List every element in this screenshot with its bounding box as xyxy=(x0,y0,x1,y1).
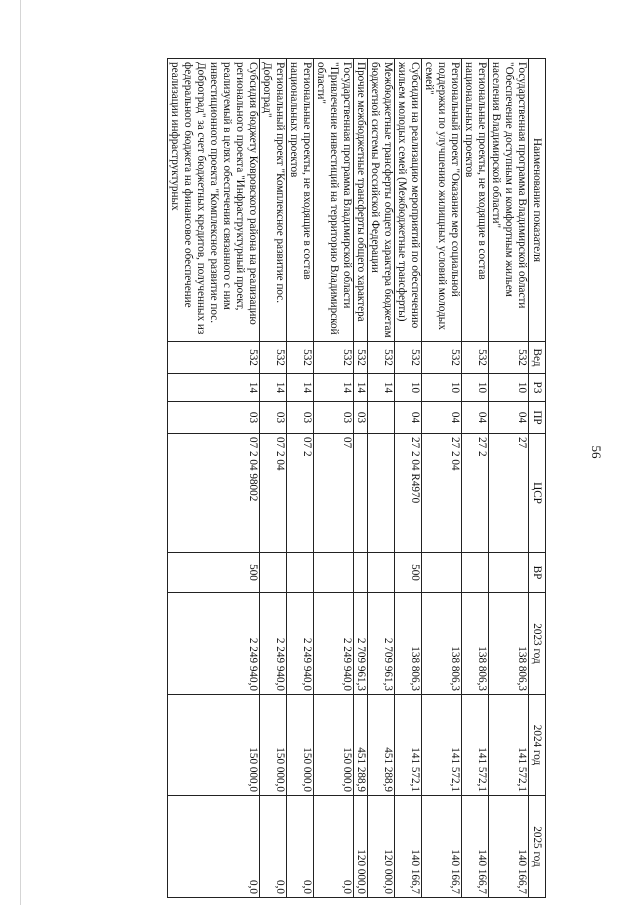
row-2023: 2 249 940,0 xyxy=(168,593,260,695)
row-csr: 27 2 xyxy=(462,434,489,553)
row-2023: 138 806,3 xyxy=(395,593,422,695)
row-vr xyxy=(422,553,462,593)
row-name: Субсидии на реализацию мероприятий по обеспечению жильем молодых семей (Межбюджетные трансферты) xyxy=(395,59,422,342)
row-ved: 532 xyxy=(354,342,368,374)
row-2024: 141 572,1 xyxy=(462,695,489,796)
row-csr: 07 2 04 xyxy=(260,434,287,553)
row-rz: 10 xyxy=(395,374,422,402)
header-name: Наименование показателя xyxy=(529,59,546,342)
table-header-row xyxy=(529,59,546,898)
row-2023: 2 709 961,3 xyxy=(368,593,395,695)
row-2025: 120 000,0 xyxy=(354,796,368,898)
row-name: Региональные проекты, не входящие в состав национальных проектов xyxy=(462,59,489,342)
header-pr: ПР xyxy=(529,402,546,434)
row-2023: 138 806,3 xyxy=(489,593,529,695)
row-name: Субсидия бюджету Ковровского района на реализацию регионального проекта "Инфраструктурный проект, реализуемый в целях обеспечения связанного с ним инвестиционного проекта "Комплексное развитие пос. Доброград" за счет бюджетных кредитов, полученных из федерального бюджета на финансовое обеспечение реализации инфраструктурных xyxy=(168,59,260,342)
row-name: Государственная программа Владимирской области "Привлечение инвестиций на территорию Владимирской области" xyxy=(314,59,354,342)
row-pr: 03 xyxy=(314,402,354,434)
row-rz: 14 xyxy=(260,374,287,402)
row-csr: 27 xyxy=(489,434,529,553)
row-name: Региональные проекты, не входящие в состав национальных проектов xyxy=(287,59,314,342)
row-2024: 451 288,9 xyxy=(368,695,395,796)
header-2024: 2024 год xyxy=(529,695,546,796)
row-rz: 14 xyxy=(314,374,354,402)
row-2024: 141 572,1 xyxy=(422,695,462,796)
table-row xyxy=(287,59,314,898)
row-ved: 532 xyxy=(168,342,260,374)
row-csr: 07 2 04 98002 xyxy=(168,434,260,553)
row-vr xyxy=(462,553,489,593)
row-csr: 07 2 xyxy=(287,434,314,553)
page-number: 56 xyxy=(589,445,604,459)
row-2025: 0,0 xyxy=(168,796,260,898)
row-2025: 140 166,7 xyxy=(422,796,462,898)
row-pr: 04 xyxy=(422,402,462,434)
row-2023: 138 806,3 xyxy=(462,593,489,695)
row-2024: 150 000,0 xyxy=(314,695,354,796)
row-rz: 14 xyxy=(368,374,395,402)
row-csr xyxy=(354,434,368,553)
row-pr: 04 xyxy=(489,402,529,434)
table-row xyxy=(168,59,260,898)
row-2025: 0,0 xyxy=(314,796,354,898)
row-vr xyxy=(489,553,529,593)
table-row xyxy=(368,59,395,898)
row-2023: 2 709 961,3 xyxy=(354,593,368,695)
row-csr: 27 2 04 xyxy=(422,434,462,553)
row-2024: 141 572,1 xyxy=(395,695,422,796)
table-row xyxy=(395,59,422,898)
table-row xyxy=(422,59,462,898)
header-2023: 2023 год xyxy=(529,593,546,695)
row-ved: 532 xyxy=(287,342,314,374)
row-2024: 150 000,0 xyxy=(260,695,287,796)
row-ved: 532 xyxy=(422,342,462,374)
row-vr xyxy=(354,553,368,593)
row-ved: 532 xyxy=(260,342,287,374)
row-vr xyxy=(314,553,354,593)
row-rz: 14 xyxy=(354,374,368,402)
row-ved: 532 xyxy=(314,342,354,374)
row-vr: 500 xyxy=(168,553,260,593)
row-name: Прочие межбюджетные трансферты общего характера xyxy=(354,59,368,342)
row-2025: 140 166,7 xyxy=(462,796,489,898)
row-2024: 451 288,9 xyxy=(354,695,368,796)
row-name: Межбюджетные трансферты общего характера бюджетам бюджетной системы Российской Федерации xyxy=(368,59,395,342)
row-ved: 532 xyxy=(368,342,395,374)
row-2025: 120 000,0 xyxy=(368,796,395,898)
row-rz: 14 xyxy=(287,374,314,402)
header-ved: Вед xyxy=(529,342,546,374)
row-2024: 141 572,1 xyxy=(489,695,529,796)
row-vr xyxy=(260,553,287,593)
row-name: Региональный проект "Комплексное развитие пос. Доброград" xyxy=(260,59,287,342)
row-vr xyxy=(368,553,395,593)
row-2025: 0,0 xyxy=(260,796,287,898)
scan-edge-line xyxy=(20,0,21,905)
row-pr: 03 xyxy=(168,402,260,434)
table-row xyxy=(314,59,354,898)
row-vr xyxy=(287,553,314,593)
row-csr xyxy=(368,434,395,553)
header-rz: РЗ xyxy=(529,374,546,402)
row-2025: 140 166,7 xyxy=(395,796,422,898)
row-2023: 2 249 940,0 xyxy=(260,593,287,695)
row-2023: 138 806,3 xyxy=(422,593,462,695)
row-vr: 500 xyxy=(395,553,422,593)
row-csr: 07 xyxy=(314,434,354,553)
row-pr: 04 xyxy=(462,402,489,434)
row-rz: 14 xyxy=(168,374,260,402)
row-pr: 03 xyxy=(260,402,287,434)
row-2025: 0,0 xyxy=(287,796,314,898)
row-2023: 2 249 940,0 xyxy=(314,593,354,695)
header-csr: ЦСР xyxy=(529,434,546,553)
rotated-table-region xyxy=(26,58,546,897)
row-pr: 03 xyxy=(287,402,314,434)
row-csr: 27 2 04 R4970 xyxy=(395,434,422,553)
row-rz: 10 xyxy=(422,374,462,402)
row-rz: 10 xyxy=(462,374,489,402)
row-pr xyxy=(368,402,395,434)
row-2024: 150 000,0 xyxy=(287,695,314,796)
row-pr: 04 xyxy=(395,402,422,434)
budget-table xyxy=(167,58,546,898)
row-2023: 2 249 940,0 xyxy=(287,593,314,695)
row-pr: 03 xyxy=(354,402,368,434)
row-name: Государственная программа Владимирской области "Обеспечение доступным и комфортным жильем населения Владимирской области" xyxy=(489,59,529,342)
header-2025: 2025 год xyxy=(529,796,546,898)
row-name: Региональный проект "Оказание мер социальной поддержки по улучшению жилищных условий молодых семей" xyxy=(422,59,462,342)
table-row xyxy=(462,59,489,898)
row-ved: 532 xyxy=(395,342,422,374)
row-ved: 532 xyxy=(489,342,529,374)
row-2024: 150 000,0 xyxy=(168,695,260,796)
header-vr: ВР xyxy=(529,553,546,593)
table-row xyxy=(354,59,368,898)
table-row xyxy=(489,59,529,898)
row-2025: 140 166,7 xyxy=(489,796,529,898)
table-row xyxy=(260,59,287,898)
row-rz: 10 xyxy=(489,374,529,402)
row-ved: 532 xyxy=(462,342,489,374)
